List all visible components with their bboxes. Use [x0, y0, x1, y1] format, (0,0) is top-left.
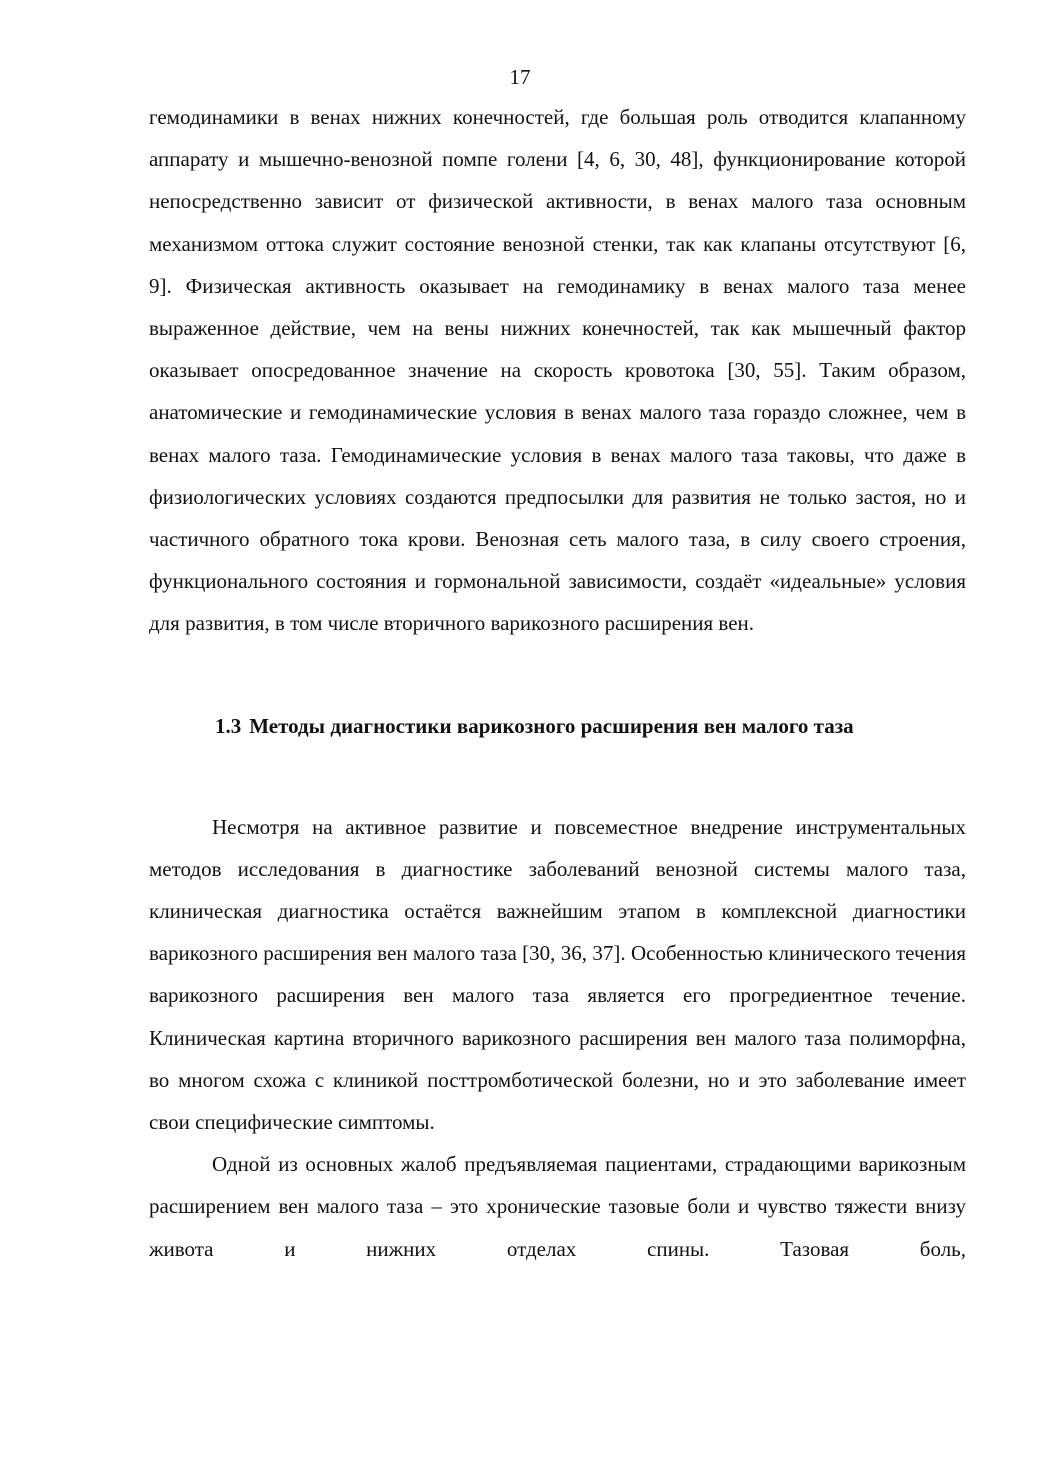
section-heading [149, 704, 966, 748]
body-paragraph: Несмотря на активное развитие и повсеместное внедрение инструментальных методов исследования в диагностике заболеваний венозной системы малого таза, клиническая диагностика остаётся важнейшим этапом в комплексной диагностики варикозного расширения вен малого таза [30, 36, 37]. Особенностью клинического течения варикозного расширения вен малого таза является его прогредиентное течение. Клиническая картина вторичного варикозного расширения вен малого таза полиморфна, во многом схожа с клиникой посттромботической болезни, но и это заболевание имеет свои специфические симптомы. [149, 814, 966, 1135]
body-paragraph: Одной из основных жалоб предъявляемая пациентами, страдающими варикозным расширением вен малого таза – это хронические тазовые боли и чувство тяжести внизу живота и нижних отделах спины. Тазовая боль, [149, 1152, 966, 1261]
section-number: 1.3 [215, 713, 242, 738]
body-paragraph: гемодинамики в венах нижних конечностей, где большая роль отводится клапанному аппарату и мышечно-венозной помпе голени [4, 6, 30, 48], функционирование которой непосредственно зависит от физической активности, в венах малого таза основным механизмом оттока служит состояние венозной стенки, так как клапаны отсутствуют [6, 9]. Физическая активность оказывает на гемодинамику в венах малого таза менее выраженное действие, чем на вены нижних конечностей, так как мышечный фактор оказывает опосредованное значение на скорость кровотока [30, 55]. Таким образом, анатомические и гемодинамические условия в венах малого таза гораздо сложнее, чем в венах малого таза. Гемодинамические условия в венах малого таза таковы, что даже в физиологических условиях создаются предпосылки для развития не только застоя, но и частичного обратного тока крови. Венозная сеть малого таза, в силу своего строения, функционального состояния и гормональной зависимости, создаёт «идеальные» условия для развития, в том числе вторичного варикозного расширения вен. [149, 105, 966, 636]
page-number: 17 [509, 65, 531, 89]
document-body [149, 96, 966, 1270]
section-title: Методы диагностики варикозного расширения вен малого таза [249, 713, 854, 738]
